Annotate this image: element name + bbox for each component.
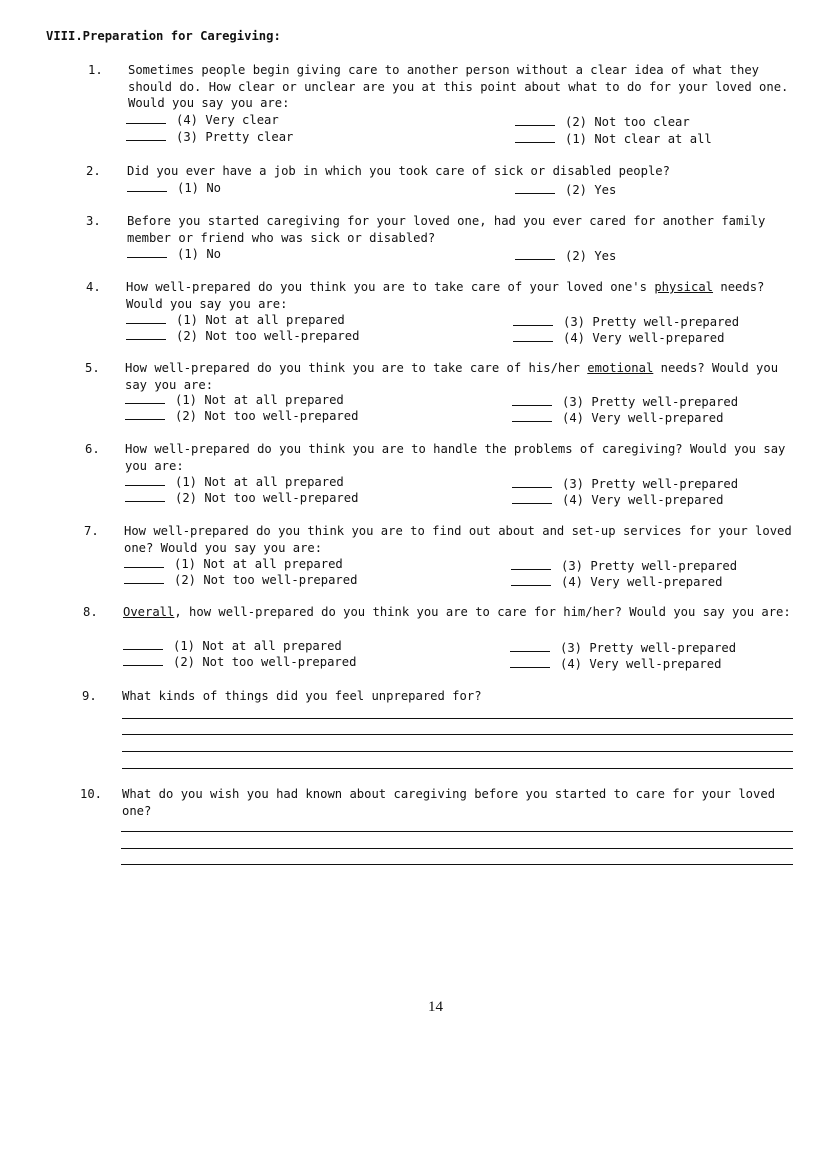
question-text: Sometimes people begin giving care to another person without a clear idea of what they should do. How clear or unclear are you at this point about what to do for your loved one. Would you say you are: [128,63,789,110]
answer-blank[interactable] [127,179,167,192]
answer-line[interactable] [121,864,793,865]
answer-blank[interactable] [127,245,167,258]
answer-blank[interactable] [513,313,553,326]
answer-blank[interactable] [511,573,551,586]
answer-line[interactable] [122,718,793,719]
answer-line[interactable] [121,831,793,832]
option-not-at-all-prepared[interactable]: (1) Not at all prepared [124,555,343,573]
option-yes[interactable]: (2) Yes [515,181,616,199]
option-pretty-well-prepared[interactable]: (3) Pretty well-prepared [510,639,736,657]
answer-blank[interactable] [125,489,165,502]
question-number: 10. [80,787,103,801]
option-pretty-clear[interactable]: (3) Pretty clear [126,128,293,146]
answer-line[interactable] [121,848,793,849]
answer-blank[interactable] [125,391,165,404]
question-number: 4. [86,280,101,294]
option-pretty-well-prepared[interactable]: (3) Pretty well-prepared [511,557,737,575]
emphasis-overall: Overall [123,605,175,619]
option-not-at-all-prepared[interactable]: (1) Not at all prepared [125,473,344,491]
option-not-too-well-prepared[interactable]: (2) Not too well-prepared [125,407,358,425]
answer-blank[interactable] [124,571,164,584]
answer-blank[interactable] [512,393,552,406]
option-pretty-well-prepared[interactable]: (3) Pretty well-prepared [512,475,738,493]
option-yes[interactable]: (2) Yes [515,247,616,265]
option-not-too-clear[interactable]: (2) Not too clear [515,113,690,131]
answer-blank[interactable] [515,113,555,126]
section-title: VIII.Preparation for Caregiving: [46,29,281,43]
question-text: How well-prepared do you think you are to take care of his/her emotional needs? Would you say you are: [125,361,779,392]
option-very-well-prepared[interactable]: (4) Very well-prepared [511,573,722,591]
question-text: What kinds of things did you feel unprepared for? [122,689,482,703]
question-text: Overall, how well-prepared do you think you are to care for him/her? Would you say you are: [123,605,791,619]
emphasis-emotional: emotional [587,361,654,375]
answer-line[interactable] [122,768,793,769]
answer-blank[interactable] [512,475,552,488]
answer-blank[interactable] [125,473,165,486]
option-very-clear[interactable]: (4) Very clear [126,111,279,129]
answer-blank[interactable] [126,128,166,141]
answer-blank[interactable] [511,557,551,570]
option-not-too-well-prepared[interactable]: (2) Not too well-prepared [125,489,358,507]
question-number: 7. [84,524,99,538]
question-number: 9. [82,689,97,703]
option-not-at-all-prepared[interactable]: (1) Not at all prepared [123,637,342,655]
emphasis-physical: physical [654,280,714,294]
option-very-well-prepared[interactable]: (4) Very well-prepared [513,329,724,347]
answer-blank[interactable] [124,555,164,568]
answer-blank[interactable] [515,181,555,194]
question-number: 8. [83,605,98,619]
answer-line[interactable] [122,734,793,735]
option-not-clear-at-all[interactable]: (1) Not clear at all [515,130,712,148]
question-text: Before you started caregiving for your loved one, had you ever cared for another family member or friend who was sick or disabled? [127,214,766,245]
question-number: 3. [86,214,101,228]
answer-blank[interactable] [123,637,163,650]
option-not-at-all-prepared[interactable]: (1) Not at all prepared [126,311,345,329]
question-text: What do you wish you had known about caregiving before you started to care for your loved one? [122,787,776,818]
question-text: Did you ever have a job in which you took care of sick or disabled people? [127,164,670,178]
answer-blank[interactable] [126,311,166,324]
answer-blank[interactable] [510,639,550,652]
question-text: How well-prepared do you think you are to find out about and set-up services for your loved one? Would you say you are: [124,524,792,555]
option-not-too-well-prepared[interactable]: (2) Not too well-prepared [123,653,356,671]
answer-blank[interactable] [126,327,166,340]
page-number: 14 [428,999,443,1015]
answer-blank[interactable] [515,247,555,260]
question-text: How well-prepared do you think you are to handle the problems of caregiving? Would you say you are: [125,442,786,473]
answer-blank[interactable] [512,491,552,504]
question-number: 2. [86,164,101,178]
answer-blank[interactable] [123,653,163,666]
option-pretty-well-prepared[interactable]: (3) Pretty well-prepared [512,393,738,411]
answer-blank[interactable] [512,409,552,422]
option-not-too-well-prepared[interactable]: (2) Not too well-prepared [124,571,357,589]
option-not-at-all-prepared[interactable]: (1) Not at all prepared [125,391,344,409]
question-number: 1. [88,63,103,77]
answer-line[interactable] [122,751,793,752]
answer-blank[interactable] [125,407,165,420]
option-no[interactable]: (1) No [127,179,221,197]
question-text: How well-prepared do you think you are to take care of your loved one's physical needs? Would you say you are: [126,280,765,311]
option-not-too-well-prepared[interactable]: (2) Not too well-prepared [126,327,359,345]
answer-blank[interactable] [126,111,166,124]
option-very-well-prepared[interactable]: (4) Very well-prepared [512,491,723,509]
answer-blank[interactable] [515,130,555,143]
option-very-well-prepared[interactable]: (4) Very well-prepared [512,409,723,427]
question-number: 6. [85,442,100,456]
answer-blank[interactable] [513,329,553,342]
option-very-well-prepared[interactable]: (4) Very well-prepared [510,655,721,673]
question-number: 5. [85,361,100,375]
answer-blank[interactable] [510,655,550,668]
option-pretty-well-prepared[interactable]: (3) Pretty well-prepared [513,313,739,331]
option-no[interactable]: (1) No [127,245,221,263]
